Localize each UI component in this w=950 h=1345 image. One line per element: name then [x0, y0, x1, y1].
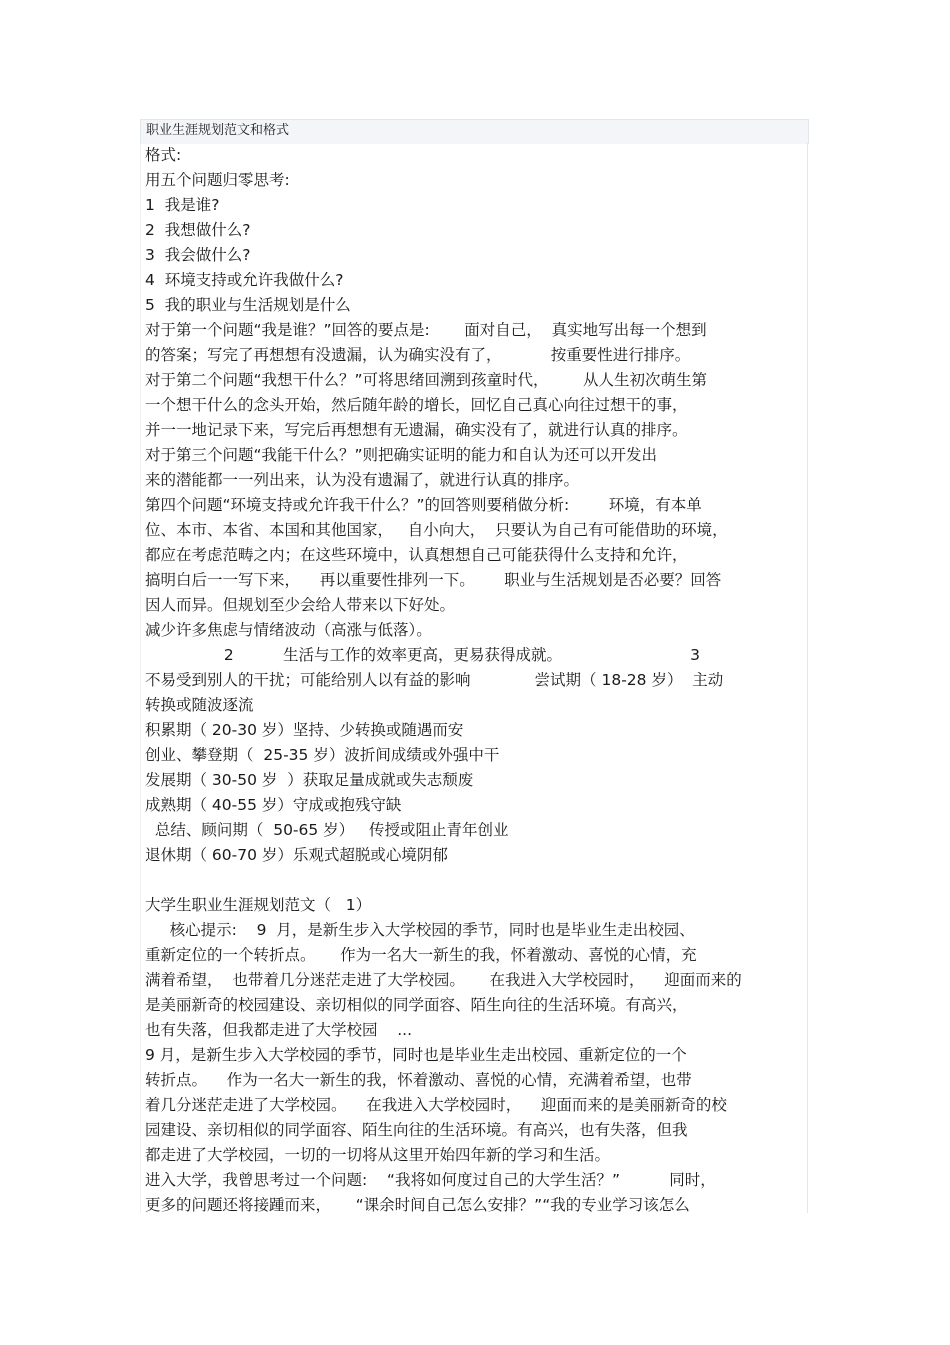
text-line: 发展期（ 30-50 岁 ）获取足量成就或失志颓废 — [145, 771, 474, 789]
text-line: 重新定位的一个转折点。 作为一名大一新生的我，怀着激动、喜悦的心情，充 — [145, 946, 697, 964]
document-title: 职业生涯规划范文和格式 — [146, 123, 290, 138]
text-line: 位、本市、本省、本国和其他国家， 自小向大， 只要认为自己有可能借助的环境， — [145, 521, 728, 539]
document-header — [140, 119, 809, 144]
text-line: 5 我的职业与生活规划是什么 — [145, 296, 351, 314]
left-border — [140, 143, 141, 1213]
text-line: 因人而异。但规划至少会给人带来以下好处。 — [145, 596, 456, 614]
text-line: 成熟期（ 40-55 岁）守成或抱残守缺 — [145, 796, 402, 814]
text-line: 不易受到别人的干扰；可能给别人以有益的影响 尝试期（ 18-28 岁） 主动 — [145, 671, 724, 689]
text-line: 更多的问题还将接踵而来， “课余时间自己怎么安排？”“我的专业学习该怎么 — [145, 1196, 690, 1214]
text-line: 9 月，是新生步入大学校园的季节，同时也是毕业生走出校园、重新定位的一个 — [145, 1046, 687, 1064]
text-line: 积累期（ 20-30 岁）坚持、少转换或随遇而安 — [145, 721, 464, 739]
text-line: 并一一地记录下来，写完后再想想有无遗漏，确实没有了，就进行认真的排序。 — [145, 421, 688, 439]
text-line: 转换或随波逐流 — [145, 696, 254, 714]
document-body — [145, 143, 815, 1218]
text-line: 核心提示: 9 月，是新生步入大学校园的季节，同时也是毕业生走出校园、 — [145, 921, 695, 939]
text-line: 来的潜能都一一列出来，认为没有遗漏了，就进行认真的排序。 — [145, 471, 580, 489]
text-line: 对于第一个问题“我是谁？”回答的要点是: 面对自己， 真实地写出每一个想到 — [145, 321, 707, 339]
text-line: 创业、攀登期（ 25-35 岁）波折间成绩或外强中干 — [145, 746, 500, 764]
text-line: 用五个问题归零思考: — [145, 171, 290, 189]
text-line: 也有失落，但我都走进了大学校园 ... — [145, 1021, 412, 1039]
text-line: 总结、顾问期（ 50-65 岁） 传授或阻止青年创业 — [145, 821, 509, 839]
text-line: 对于第二个问题“我想干什么？”可将思绪回溯到孩童时代， 从人生初次萌生第 — [145, 371, 708, 389]
text-line: 转折点。 作为一名大一新生的我，怀着激动、喜悦的心情，充满着希望，也带 — [145, 1071, 692, 1089]
text-line: 搞明白后一一写下来， 再以重要性排列一下。 职业与生活规划是否必要？回答 — [145, 571, 722, 589]
text-line: 进入大学，我曾思考过一个问题: “我将如何度过自己的大学生活？” 同时， — [145, 1171, 716, 1189]
text-line: 对于第三个问题“我能干什么？”则把确实证明的能力和自认为还可以开发出 — [145, 446, 658, 464]
blank-line — [145, 868, 815, 893]
text-line: 都应在考虑范畴之内；在这些环境中，认真想想自己可能获得什么支持和允许， — [145, 546, 688, 564]
text-line: 园建设、亲切相似的同学面容、陌生向往的生活环境。有高兴，也有失落，但我 — [145, 1121, 688, 1139]
text-line: 退休期（ 60-70 岁）乐观式超脱或心境阴郁 — [145, 846, 448, 864]
text-line: 第四个问题“环境支持或允许我干什么？”的回答则要稍做分析: 环境，有本单 — [145, 496, 702, 514]
text-line: 1 我是谁? — [145, 196, 220, 214]
text-line: 格式: — [145, 146, 182, 164]
text-line: 的答案；写完了再想想有没遗漏，认为确实没有了， 按重要性进行排序。 — [145, 346, 691, 364]
text-line: 都走进了大学校园，一切的一切将从这里开始四年新的学习和生活。 — [145, 1146, 611, 1164]
text-line: 一个想干什么的念头开始，然后随年龄的增长，回忆自己真心向往过想干的事， — [145, 396, 688, 414]
text-line: 满着希望， 也带着几分迷茫走进了大学校园。 在我进入大学校园时， 迎面而来的 — [145, 971, 742, 989]
text-line: 2 我想做什么? — [145, 221, 251, 239]
text-line: 着几分迷茫走进了大学校园。 在我进入大学校园时， 迎面而来的是美丽新奇的校 — [145, 1096, 727, 1114]
text-line: 减少许多焦虑与情绪波动（高涨与低落）。 — [145, 621, 432, 639]
text-line: 2 生活与工作的效率更高，更易获得成就。 3 — [145, 646, 700, 664]
text-line: 是美丽新奇的校园建设、亲切相似的同学面容、陌生向往的生活环境。有高兴， — [145, 996, 688, 1014]
text-line: 大学生职业生涯规划范文（ 1） — [145, 896, 372, 914]
text-line: 4 环境支持或允许我做什么? — [145, 271, 344, 289]
text-line: 3 我会做什么? — [145, 246, 251, 264]
